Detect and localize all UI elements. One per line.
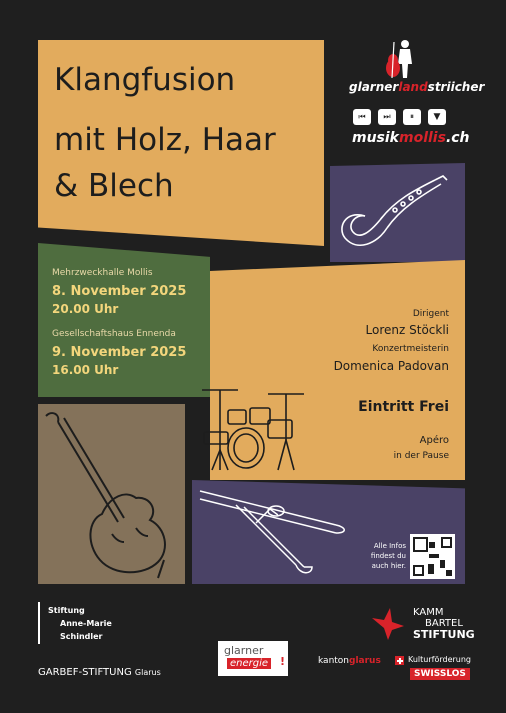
ensemble-name: glarnerlandstriicher — [349, 80, 485, 94]
kamm-line-2: BARTEL — [425, 618, 463, 629]
eject-icon: ▼ — [428, 109, 446, 125]
pause-icon: ⏸ — [403, 109, 421, 125]
apero: Apéro — [419, 435, 449, 446]
concert-2-venue: Gesellschaftshaus Ennenda — [52, 329, 176, 339]
glarner-energie-line-2: energie — [227, 658, 271, 669]
bass-player-logo-icon — [381, 38, 415, 80]
title-line-3: & Blech — [54, 168, 174, 204]
sponsor-glarner-energie: glarner energie ! — [218, 641, 288, 676]
concertmaster-name: Domenica Padovan — [333, 359, 449, 373]
schindler-line-2: Anne-Marie — [60, 619, 112, 628]
concert-2-date: 9. November 2025 — [52, 345, 187, 360]
qr-caption-line-3: auch hier. — [371, 562, 406, 570]
kamm-line-3: STIFTUNG — [413, 628, 475, 641]
trombone-icon — [196, 485, 356, 580]
qr-caption-line-2: findest du — [370, 552, 406, 560]
sponsor-kanton-glarus: kantonglarus — [318, 656, 381, 666]
schindler-line-1: Stiftung — [48, 606, 85, 615]
qr-caption-line-1: Alle Infos — [373, 542, 406, 550]
website: musikmollis.ch — [352, 130, 470, 146]
swiss-cross-icon — [395, 656, 404, 665]
kamm-bartel-star-icon — [370, 606, 406, 642]
sponsor-garbef: GARBEF-STIFTUNG Glarus — [38, 667, 161, 678]
title-line-2: mit Holz, Haar — [54, 122, 276, 158]
conductor-name: Lorenz Stöckli — [365, 323, 449, 337]
sponsor-kamm-bartel — [413, 607, 475, 640]
apero-note: in der Pause — [393, 451, 449, 461]
player-controls — [353, 109, 453, 127]
drum-kit-icon — [198, 380, 318, 478]
qr-caption — [371, 541, 406, 571]
concertmaster-role: Konzertmeisterin — [372, 344, 449, 354]
concert-1-venue: Mehrzweckhalle Mollis — [52, 268, 153, 278]
qr-code[interactable] — [410, 534, 455, 579]
schindler-line-3: Schindler — [60, 632, 103, 641]
sponsor-schindler — [48, 604, 112, 643]
sponsor-swisslos: SWISSLOS — [410, 668, 470, 680]
concert-1-time: 20.00 Uhr — [52, 302, 119, 316]
previous-icon: ⏮ — [353, 109, 371, 125]
sponsor-schindler-divider — [38, 602, 40, 644]
conductor-role: Dirigent — [412, 309, 449, 319]
saxophone-icon — [335, 170, 455, 260]
next-icon: ⏭ — [378, 109, 396, 125]
kamm-line-1: KAMM — [413, 607, 444, 618]
glarner-energie-line-1: glarner — [224, 644, 264, 657]
title-line-1: Klangfusion — [54, 62, 236, 98]
concert-2-time: 16.00 Uhr — [52, 363, 119, 377]
admission: Eintritt Frei — [358, 399, 449, 415]
sponsor-kulturfoerderung: Kulturförderung — [408, 655, 472, 664]
concert-1-date: 8. November 2025 — [52, 284, 187, 299]
double-bass-icon — [40, 410, 180, 582]
